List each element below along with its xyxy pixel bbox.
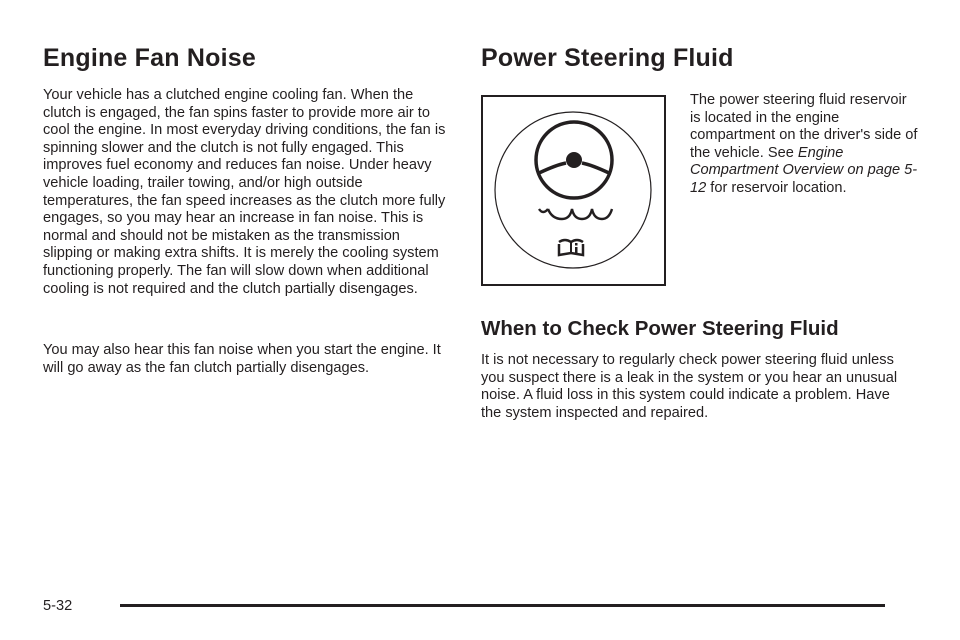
paragraph-when-to-check: It is not necessary to regularly check power steering fluid unless you suspect there is a leak in the system or you hear an unusual noise. A fluid loss in this system could indicate a problem. Have the system inspected and repaired. <box>481 352 898 421</box>
subsection-title-when-to-check: When to Check Power Steering Fluid <box>481 317 839 340</box>
section-title-engine-fan-noise: Engine Fan Noise <box>43 44 256 72</box>
cross-reference-link[interactable]: Engine Compartment Overview on page 5-12 <box>690 144 918 196</box>
paragraph-reservoir-location <box>690 92 920 198</box>
power-steering-fluid-icon <box>483 97 664 284</box>
paragraph-fan-start-noise: You may also hear this fan noise when you start the engine. It will go away as the fan clutch partially disengages. <box>43 342 441 376</box>
power-steering-fluid-figure <box>481 95 666 286</box>
reservoir-text-end: for reservoir location. <box>706 179 847 196</box>
steering-wheel-icon <box>536 122 612 198</box>
reservoir-text: The power steering fluid reservoir is located in the engine compartment on the driver's side of the vehicle. See <box>690 92 918 161</box>
paragraph-fan-clutch: Your vehicle has a clutched engine cooling fan. When the clutch is engaged, the fan spins faster to provide more air to cool the engine. In most everyday driving conditions, the fan is spinning slower and the clutch is not fully engaged. This improves fuel economy and reduces fan noise. Under heavy vehicle loading, trailer towing, and/or high outside temperatures, the fan speed increases as the clutch more fully engages, so you may hear an increase in fan noise. This is normal and should not be mistaken as the transmission slipping or making extra shifts. It is merely the cooling system functioning properly. The fan will slow down when additional cooling is not required and the clutch partially disengages. <box>43 87 446 297</box>
page-number: 5-32 <box>43 598 73 614</box>
section-title-power-steering-fluid: Power Steering Fluid <box>481 44 734 72</box>
owner-manual-icon <box>559 240 583 255</box>
footer-rule <box>120 604 885 607</box>
fluid-wave-icon <box>539 209 612 219</box>
